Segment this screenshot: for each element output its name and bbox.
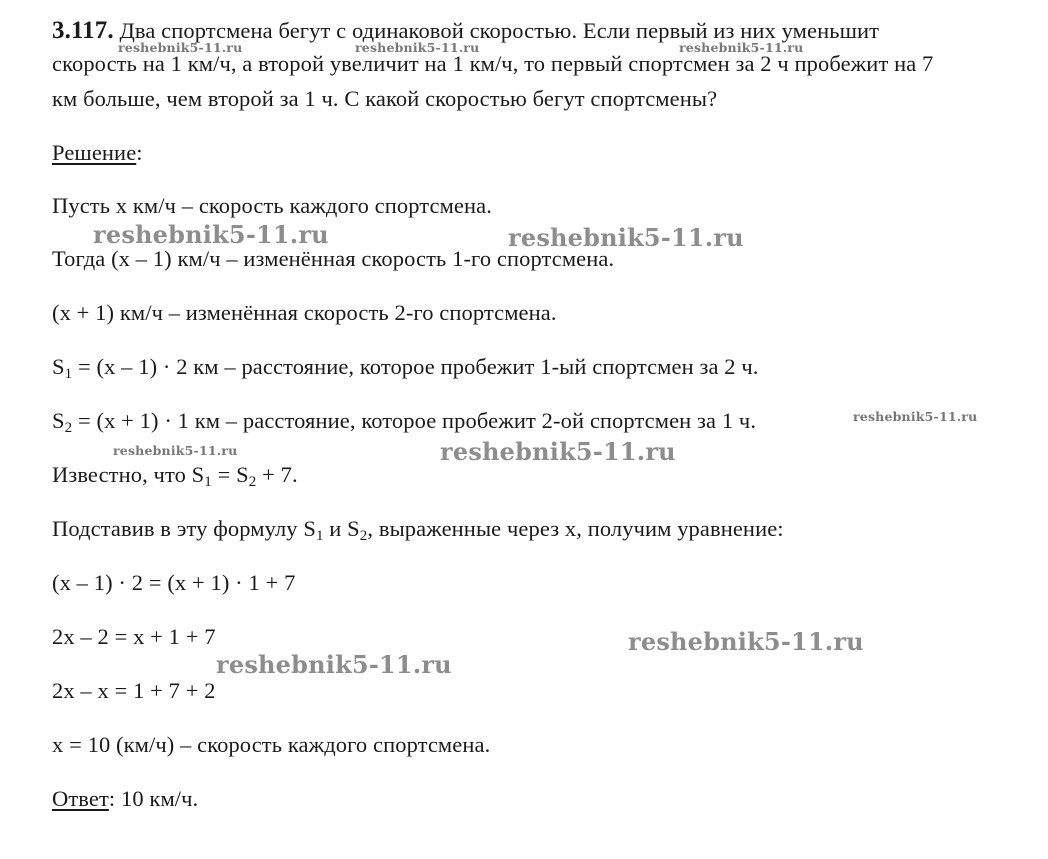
s2-subscript: 2 <box>64 420 73 436</box>
known-prefix: Известно, что S <box>52 462 205 487</box>
s1-letter: S <box>52 354 65 379</box>
let-x-line: Пусть x км/ч – скорость каждого спортсмена. <box>52 193 492 218</box>
known-sub2: 2 <box>248 474 257 490</box>
substitute-middle: и S <box>323 516 360 541</box>
watermark-large-2: reshebnik5-11.ru <box>508 223 744 252</box>
answer-label: Ответ <box>52 786 109 811</box>
watermark-large-4: reshebnik5-11.ru <box>628 627 864 656</box>
s2-letter: S <box>52 408 65 433</box>
watermark-large-5: reshebnik5-11.ru <box>216 650 452 679</box>
known-suffix: + 7. <box>256 462 298 487</box>
watermark-small-2: reshebnik5-11.ru <box>355 40 480 55</box>
s2-text: = (x + 1) · 1 км – расстояние, которое пробежит 2-ой спортсмен за 1 ч. <box>72 408 757 433</box>
equation-3: 2x – x = 1 + 7 + 2 <box>52 678 216 703</box>
known-middle: = S <box>211 462 249 487</box>
answer-value: : 10 км/ч. <box>108 786 199 811</box>
problem-text-1: Два спортсмена бегут с одинаковой скоростью. Если первый из них уменьшит <box>119 18 880 43</box>
solution-heading <box>52 142 143 165</box>
equation-1: (x – 1) · 2 = (x + 1) · 1 + 7 <box>52 570 296 595</box>
watermark-small-4: reshebnik5-11.ru <box>853 409 978 424</box>
watermark-large-3: reshebnik5-11.ru <box>440 437 676 466</box>
known-sub1: 1 <box>204 474 212 490</box>
watermark-large-1: reshebnik5-11.ru <box>93 220 329 249</box>
substitute-line <box>52 516 784 544</box>
problem-line-2: скорость на 1 км/ч, а второй увеличит на 1 км/ч, то первый спортсмен за 2 ч пробежит на 7 <box>52 51 934 76</box>
s2-line <box>52 408 757 436</box>
substitute-suffix: , выраженные через x, получим уравнение: <box>367 516 784 541</box>
speed1-line: Тогда (x – 1) км/ч – изменённая скорость 1-го спортсмена. <box>52 246 615 271</box>
answer-line <box>52 788 198 811</box>
substitute-sub1: 1 <box>315 528 324 544</box>
s1-subscript: 1 <box>64 366 73 382</box>
problem-number: 3.117. <box>52 17 114 44</box>
equation-4: x = 10 (км/ч) – скорость каждого спортсмена. <box>52 732 491 757</box>
problem-line-3: км больше, чем второй за 1 ч. С какой скоростью бегут спортсмены? <box>52 86 718 111</box>
solution-heading-colon: : <box>136 140 143 165</box>
s1-text: = (x – 1) · 2 км – расстояние, которое пробежит 1-ый спортсмен за 2 ч. <box>72 354 759 379</box>
equation-2: 2x – 2 = x + 1 + 7 <box>52 624 216 649</box>
speed2-line: (x + 1) км/ч – изменённая скорость 2-го спортсмена. <box>52 300 557 325</box>
watermark-small-3: reshebnik5-11.ru <box>679 40 804 55</box>
substitute-sub2: 2 <box>359 528 368 544</box>
substitute-prefix: Подставив в эту формулу S <box>52 516 316 541</box>
watermark-small-5: reshebnik5-11.ru <box>113 443 238 458</box>
solution-heading-label: Решение <box>52 140 137 165</box>
known-line <box>52 462 298 490</box>
s1-line <box>52 354 759 382</box>
watermark-small-1: reshebnik5-11.ru <box>118 40 243 55</box>
